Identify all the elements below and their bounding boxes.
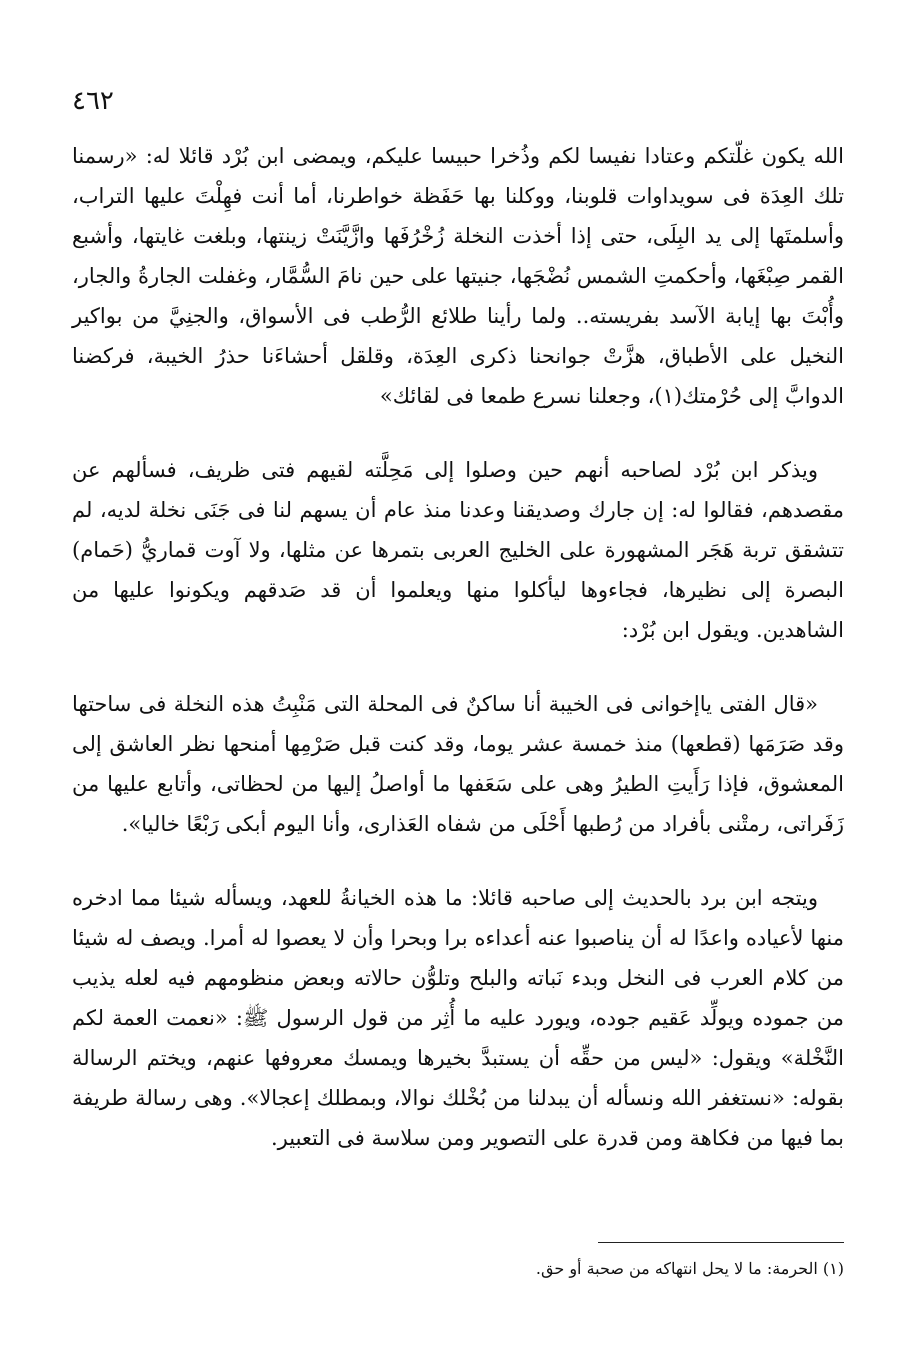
page-number: ٤٦٢ bbox=[72, 86, 114, 116]
paragraph-2: ويذكر ابن بُرْد لصاحبه أنهم حين وصلوا إلى مَحِلَّته لقيهم فتى ظريف، فسألهم عن مقصدهم، فقالوا له: إن جارك وصديقنا وعدنا منذ عام أن يسهم لنا فى جَنَى نخلة لديه، لم تتشقق تربة هَجَر المشهورة على الخليج العربى بتمرها عن مثلها، ولا آوت قماريُّ (حَمام) البصرة إلى نظيرها، فجاءوها ليأكلوا منها ويعلموا أن قد صَدقهم ويكونوا عليها من الشاهدين. ويقول ابن بُرْد: bbox=[72, 458, 844, 642]
footnote: (١) الحرمة: ما لا يحل انتهاكه من صحبة أو حق. bbox=[535, 1259, 844, 1278]
paragraph-3: «قال الفتى ياإخوانى فى الخيبة أنا ساكنٌ فى المحلة التى مَنْبِتُ هذه النخلة فى ساحتها وقد صَرَمَها (قطعها) منذ خمسة عشر يوما، وقد كنت قبل صَرْمِها أمنحها نظر العاشق إلى المعشوق، فإذا رَأَيتِ الطيرُ وهى على سَعَفها ما أواصلُ إليها من لحظاتى، وأتابع عليها من زَفَراتى، رمتْنى بأفراد من رُطبها أَحْلَى من شفاه العَذارى، وأنا اليوم أبكى رَبْعًا خاليا». bbox=[72, 692, 844, 836]
paragraph-4: ويتجه ابن برد بالحديث إلى صاحبه قائلا: ما هذه الخيانةُ للعهد، ويسأله شيئا مما ادخره منها لأعياده واعدًا له أن يناصبوا عنه أعداءه برا وبحرا وأن لا يعصوا له أمرا. ويصف له شيئا من كلام العرب فى النخل وبدء نَباته والبلح وتلوُّن حالاته وبعض منظومهم فيه لعله يذيب من جموده ويولِّد عَقيم جوده، ويورد عليه ما أُثِر من قول الرسول ﷺ: «نعمت العمة لكم النَّخْلة» ويقول: «ليس من حقِّه أن يستبدَّ بخيرها ويمسك معروفها عنهم، ويختم الرسالة بقوله: «نستغفر الله ونسأله أن يبدلنا من بُخْلك نوالا، وبمطلك إعجالا». وهى رسالة طريفة بما فيها من فكاهة ومن قدرة على التصوير ومن سلاسة فى التعبير. bbox=[72, 886, 844, 1150]
footnote-divider bbox=[598, 1242, 844, 1243]
body-text bbox=[72, 136, 844, 1158]
paragraph-1: الله يكون غلّتكم وعتادا نفيسا لكم وذُخرا حبيسا عليكم، ويمضى ابن بُرْد قائلا له: «رسمنا تلك العِدَة فى سويداوات قلوبنا، ووكلنا بها حَفَظة خواطرنا، أما أنت فهِلْتَ عليها التراب، وأسلمتَها إلى يد البِلَى، حتى إذا أخذت النخلة زُخْرُفَها وازَّيَّنَتْ زينتها، وبلغت غايتها، وأشبع القمر صِبْغَها، وأحكمتِ الشمس نُضْجَها، جنيتها على حين نامَ السُّمَّار، وغفلت الجارةُ والجار، وأُبْتَ بها إيابة الآسد بفريسته.. ولما رأينا طلائع الرُّطب فى الأسواق، والجنِيَّ من بواكير النخيل على الأطباق، هزَّتْ جوانحنا ذكرى العِدَة، وقلقل أحشاءَنا حذرُ الخيبة، فركضنا الدوابَّ إلى حُرْمتك(١)، وجعلنا نسرع طمعا فى لقائك» bbox=[72, 144, 844, 408]
